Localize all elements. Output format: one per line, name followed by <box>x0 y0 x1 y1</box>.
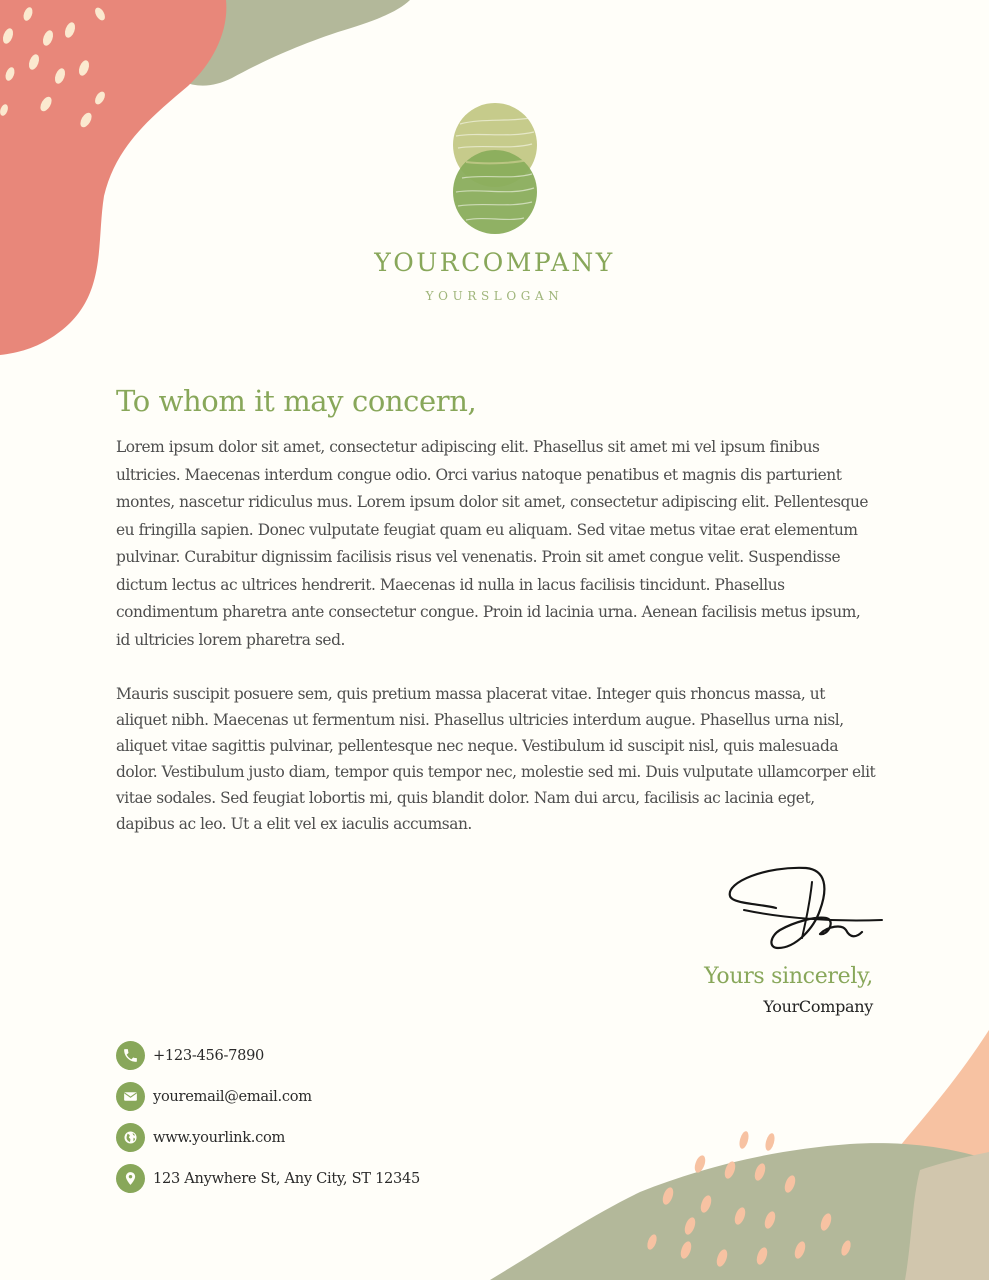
handwritten-signature <box>722 860 890 956</box>
contact-address <box>116 1163 420 1193</box>
location-pin-icon <box>116 1164 145 1193</box>
contact-phone <box>116 1040 264 1070</box>
contact-website-text[interactable]: www.yourlink.com <box>153 1128 286 1146</box>
top-sage-blob <box>150 0 410 86</box>
contact-email-text[interactable]: youremail@email.com <box>153 1087 312 1105</box>
bottom-sage-blob <box>490 1143 989 1280</box>
phone-icon <box>116 1041 145 1070</box>
contact-address-text: 123 Anywhere St, Any City, ST 12345 <box>153 1169 420 1187</box>
bottom-peach-blob <box>868 1030 989 1280</box>
contact-website <box>116 1122 285 1152</box>
company-slogan: YOURSLOGAN <box>425 289 564 303</box>
coral-dots <box>0 6 107 129</box>
closing-company-name: YourCompany <box>763 997 873 1016</box>
letter-paragraph-2: Mauris suscipit posuere sem, quis pretium massa placerat vitae. Integer quis rhoncus massa, ut aliquet nibh. Maecenas ut fermentum nisi. Phasellus ultricies interdum augue. Phasellus urna nisl, aliquet vitae sagittis pulvinar, pellentesque nec neque. Vestibulum id suscipit nisl, quis malesuada dolor. Vestibulum justo diam, tempor quis tempor nec, molestie sed mi. Duis vulputate ullamcorper elit vitae sodales. Sed feugiat lobortis mi, quis blandit dolor. Nam dui arcu, facilisis ac lacinia eget, dapibus ac leo. Ut a elit vel ex iaculis accumsan. <box>116 685 876 833</box>
email-icon <box>116 1082 145 1111</box>
contact-email <box>116 1081 312 1111</box>
letter-paragraph-1: Lorem ipsum dolor sit amet, consectetur adipiscing elit. Phasellus sit amet mi vel ipsum finibus ultricies. Maecenas interdum congue odio. Orci varius natoque penatibus et magnis dis parturient montes, nascetur ridiculus mus. Lorem ipsum dolor sit amet, consectetur adipiscing elit. Pellentesque eu fringilla sapien. Donec vulputate feugiat quam eu aliquam. Sed vitae metus vitae erat elementum pulvinar. Curabitur dignissim facilisis risus vel venenatis. Proin sit amet congue velit. Suspendisse dictum lectus ac ultrices hendrerit. Maecenas id nulla in lacus facilisis tincidunt. Phasellus condimentum pharetra ante consectetur congue. Proin id lacinia urna. Aenean facilisis metus ipsum, id ultricies lorem pharetra sed. <box>116 438 869 649</box>
company-logo <box>452 102 538 236</box>
bottom-tan-blob <box>905 1152 989 1280</box>
sage-dots <box>646 1130 853 1268</box>
letter-greeting: To whom it may concern, <box>116 384 477 418</box>
contact-phone-text[interactable]: +123-456-7890 <box>153 1046 265 1064</box>
globe-icon <box>116 1123 145 1152</box>
letter-closing: Yours sincerely, <box>704 964 873 989</box>
company-name: YOURCOMPANY <box>374 248 615 277</box>
